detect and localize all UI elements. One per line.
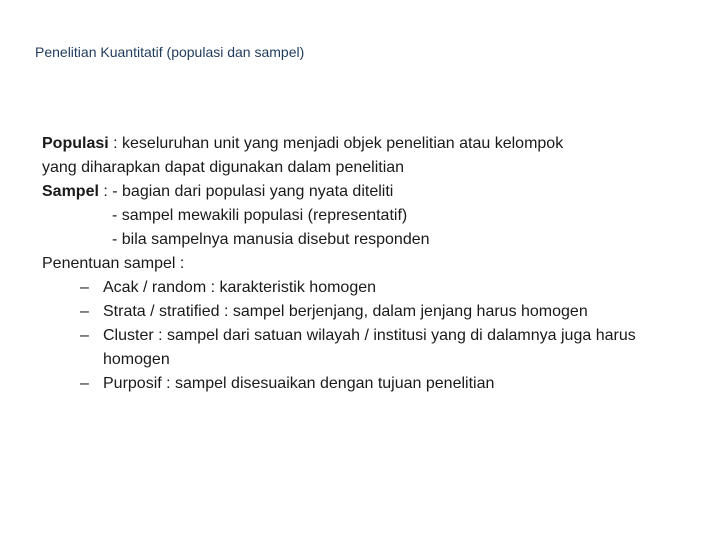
penentuan-item-purposif [42, 372, 682, 396]
dash-bullet: – [80, 303, 89, 320]
penentuan-item-text: Acak / random : karakteristik homogen [103, 279, 377, 296]
penentuan-item-text: Cluster : sampel dari satuan wilayah / institusi yang di dalamnya juga harus homogen [103, 327, 636, 368]
slide-title: Penelitian Kuantitatif (populasi dan sampel) [35, 44, 305, 60]
penentuan-item-text: Strata / stratified : sampel berjenjang, dalam jenjang harus homogen [103, 303, 588, 320]
populasi-term: Populasi [42, 135, 109, 152]
penentuan-item-acak [42, 276, 682, 300]
penentuan-item-cluster [42, 324, 682, 372]
populasi-text-continued: yang diharapkan dapat digunakan dalam penelitian [42, 159, 405, 176]
penentuan-heading: Penentuan sampel : [42, 255, 185, 272]
penentuan-item-strata [42, 300, 682, 324]
sampel-definition [42, 180, 682, 204]
dash-bullet: – [80, 327, 89, 344]
slide-body [42, 132, 682, 396]
sampel-term: Sampel [42, 183, 99, 200]
dash-bullet: – [80, 375, 89, 392]
sampel-text: : - bagian dari populasi yang nyata diteliti [98, 183, 394, 200]
populasi-text: : keseluruhan unit yang menjadi objek penelitian atau kelompok [108, 135, 564, 152]
dash-bullet: – [80, 279, 89, 296]
populasi-definition [42, 132, 682, 156]
sampel-sub-item: - sampel mewakili populasi (representatif) [112, 207, 408, 224]
sampel-sub-item: - bila sampelnya manusia disebut responden [112, 231, 430, 248]
penentuan-item-text: Purposif : sampel disesuaikan dengan tujuan penelitian [103, 375, 495, 392]
